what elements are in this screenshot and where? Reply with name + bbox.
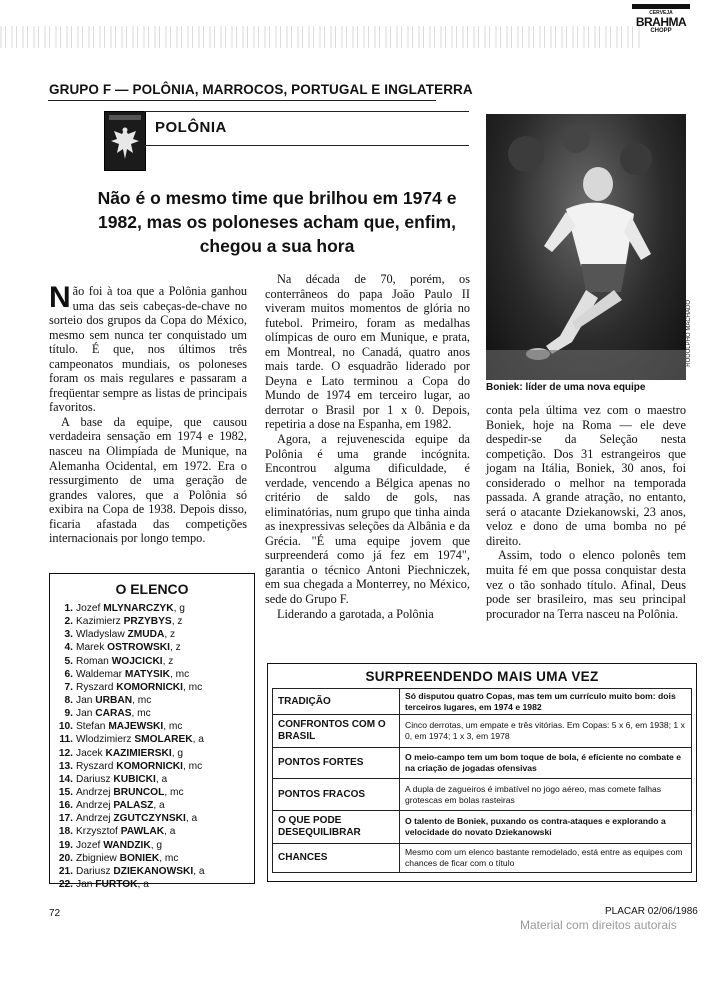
player-position: , mc	[164, 786, 184, 798]
player-position: , z	[171, 616, 183, 628]
table-row	[273, 689, 692, 715]
player-number: 16.	[58, 800, 73, 812]
country-title: POLÔNIA	[155, 119, 227, 136]
player-position: , mc	[163, 721, 183, 733]
row-label: CHANCES	[273, 844, 400, 873]
player-surname: BRUNCOL	[113, 786, 165, 798]
roster-item	[56, 786, 252, 799]
row-label: PONTOS FRACOS	[273, 779, 400, 811]
roster-item	[56, 641, 252, 654]
player-surname: PALASZ	[113, 800, 154, 812]
player-position: , z	[162, 655, 174, 667]
photo-caption: Boniek: líder de uma nova equipe	[486, 382, 646, 393]
player-first-name: Jozef	[76, 839, 101, 851]
article-paragraph: A base da equipe, que causou verdadeira sensação em 1974 e 1982, nasceu na Olimpíada de Munique, na Alemanha Ocidental, em 1972. Era o ressurgimento de uma geração de grandes valores, que a Polônia só exibira na Copa de 1938. Depois disso, ficaria afastada das competições internacionais por longo tempo.	[49, 414, 247, 546]
player-position: , g	[173, 603, 185, 614]
player-surname: KOMORNICKI	[116, 681, 183, 693]
player-first-name: Marek	[76, 642, 105, 654]
roster-item	[56, 733, 252, 746]
player-first-name: Kazimierz	[76, 616, 121, 628]
player-first-name: Ryszard	[76, 681, 114, 693]
brahma-logo	[632, 4, 690, 44]
player-number: 9.	[64, 708, 73, 720]
player-position: , a	[192, 734, 204, 746]
player-surname: BONIEK	[119, 852, 160, 864]
player-surname: WANDZIK	[103, 839, 151, 851]
eagle-icon	[109, 125, 141, 165]
player-first-name: Roman	[76, 655, 109, 667]
row-description: Cinco derrotas, um empate e três vitórias. Em Copas: 5 x 6, em 1938; 1 x 0, em 1974; 1 x 3, em 1978	[400, 715, 692, 748]
player-number: 3.	[64, 629, 73, 641]
player-surname: WOJCICKI	[111, 655, 163, 667]
player-position: , mc	[131, 708, 151, 720]
player-first-name: Jan	[76, 708, 93, 720]
player-number: 7.	[64, 681, 73, 693]
row-label: CONFRONTOS COM O BRASIL	[273, 715, 400, 748]
article-column-2	[265, 272, 470, 621]
player-first-name: Ryszard	[76, 760, 114, 772]
player-surname: SMOLAREK	[134, 734, 193, 746]
row-description: O talento de Boniek, puxando os contra-ataques e explorando a velocidade do novato Dziekanowski	[400, 811, 692, 844]
player-first-name: Dariusz	[76, 773, 111, 785]
roster-item	[56, 799, 252, 812]
player-number: 4.	[64, 642, 73, 654]
roster-item	[56, 747, 252, 760]
article-paragraph: Na década de 70, porém, os conterrâneos do papa João Paulo II viveram muitos momentos de glória no futebol. Primeiro, foram as medalhas olímpicas de ouro em Munique, e prata, em Montreal, no Canadá, quatro anos mais tarde. O esquadrão liderado por Deyna e Lato terminou a Copa do Mundo de 1974 em terceiro lugar, ao derrotar o Brasil por 1 x 0. Depois, repetiria a dose na Espanha, em 1982.	[265, 272, 470, 432]
player-number: 14.	[58, 773, 73, 785]
roster-item	[56, 839, 252, 852]
player-position: , mc	[183, 760, 203, 772]
roster-item	[56, 852, 252, 865]
player-number: 22.	[58, 878, 73, 890]
roster-title: O ELENCO	[115, 581, 189, 597]
player-first-name: Andrzej	[76, 813, 111, 825]
table-row	[273, 811, 692, 844]
watermark-text: Material com direitos autorais	[520, 918, 677, 932]
dropcap: N	[49, 281, 71, 314]
player-number: 19.	[58, 839, 73, 851]
player-surname: MLYNARCZYK	[103, 603, 174, 614]
info-table-box	[267, 663, 697, 882]
article-paragraph: Liderando a garotada, a Polônia	[277, 606, 434, 621]
roster-item	[56, 878, 252, 891]
player-first-name: Waldemar	[76, 668, 123, 680]
player-position: , z	[164, 629, 176, 641]
player-surname: KUBICKI	[113, 773, 156, 785]
player-position: , a	[185, 813, 198, 825]
player-position: , g	[171, 747, 184, 759]
divider	[144, 111, 469, 112]
player-surname: FURTOK	[95, 878, 138, 890]
player-position: , g	[150, 839, 163, 851]
player-number: 21.	[58, 865, 73, 877]
brand-small: CERVEJA	[649, 10, 673, 16]
article-paragraph: conta pela última vez com o maestro Boniek, hoje na Roma — ele deve despedir-se da Seleção nesta competição. Dos 31 estrangeiros que jogam na Itália, Boniek, 30 anos, foi considerado o melhor na temporada passada. A grande atração, no entanto, será o atacante Dziekanowski, 23 anos, veloz e dono de uma bomba no pé direito.	[486, 403, 686, 548]
brand-sub: CHOPP	[650, 28, 672, 34]
row-label: PONTOS FORTES	[273, 748, 400, 779]
roster-item	[56, 773, 252, 786]
player-first-name: Krzysztof	[76, 826, 118, 838]
player-first-name: Wladyslaw	[76, 629, 125, 641]
player-number: 8.	[64, 694, 73, 706]
player-surname: OSTROWSKI	[107, 642, 170, 654]
player-position: , z	[169, 642, 181, 654]
row-description: Mesmo com um elenco bastante remodelado, está entre as equipes com chances de ficar com o título	[400, 844, 692, 873]
player-position: , mc	[159, 852, 179, 864]
group-title: GRUPO F — POLÔNIA, MARROCOS, PORTUGAL E INGLATERRA	[49, 82, 473, 97]
page-number: 72	[49, 908, 61, 919]
player-surname: DZIEKANOWSKI	[113, 865, 194, 877]
player-first-name: Zbigniew	[76, 852, 117, 864]
player-surname: PRZYBYS	[123, 616, 172, 628]
player-first-name: Jan	[76, 878, 93, 890]
article-column-3	[486, 403, 686, 621]
player-position: , a	[137, 878, 149, 890]
article-column-1	[49, 281, 247, 546]
info-table	[272, 688, 692, 873]
player-surname: URBAN	[95, 694, 133, 706]
player-number: 13.	[58, 760, 73, 772]
player-first-name: Andrzej	[76, 800, 111, 812]
roster-item	[56, 760, 252, 773]
roster-item	[56, 628, 252, 641]
table-title: SURPREENDENDO MAIS UMA VEZ	[365, 669, 599, 684]
brand-name: BRAHMA	[635, 15, 687, 29]
player-number: 1.	[64, 603, 73, 614]
player-surname: MAJEWSKI	[108, 721, 164, 733]
scan-noise-band	[0, 26, 640, 48]
player-surname: ZMUDA	[127, 629, 165, 641]
roster-item	[56, 615, 252, 628]
player-position: , a	[193, 865, 205, 877]
player-number: 2.	[64, 616, 73, 628]
player-surname: KOMORNICKI	[116, 760, 183, 772]
player-number: 12.	[58, 747, 73, 759]
player-first-name: Andrzej	[76, 786, 111, 798]
roster-item	[56, 655, 252, 668]
player-position: , a	[164, 826, 176, 838]
photo-credit: RODOLPHO MACHADO	[686, 300, 692, 367]
table-row	[273, 715, 692, 748]
roster-item	[56, 668, 252, 681]
player-number: 17.	[58, 813, 73, 825]
player-number: 20.	[58, 852, 73, 864]
roster-item	[56, 720, 252, 733]
article-paragraph: Não foi à toa que a Polônia ganhou uma das seis cabeças-de-chave no sorteio dos grupos da Copa do México, mesmo sem nunca ter conquistado um título. É que, nos últimos três campeonatos mundiais, os poloneses foram os mais regulares e passaram a freqüentar sempre as listas de principais favoritos.	[49, 281, 247, 415]
player-position: , a	[153, 800, 165, 812]
roster-item	[56, 825, 252, 838]
table-row	[273, 748, 692, 779]
article-paragraph: Assim, todo o elenco polonês tem muita fé em que possa conquistar desta vez o tão sonhado título. Afinal, Deus pode ser brasileiro, mas seu principal procurador na Terra nasceu na Polônia.	[486, 548, 686, 621]
player-surname: KAZIMIERSKI	[105, 747, 172, 759]
player-first-name: Jan	[76, 694, 93, 706]
roster-box	[49, 573, 255, 890]
player-number: 10.	[58, 721, 73, 733]
row-description: O meio-campo tem um bom toque de bola, é eficiente no combate e na criação de jogadas ofensivas	[400, 748, 692, 779]
table-row	[273, 779, 692, 811]
article-paragraph: Agora, a rejuvenescida equipe da Polônia é uma grande incógnita. Encontrou alguma dificuldade, é verdade, vencendo a Bélgica apenas no critério de saldo de gols, nas eliminatórias, num grupo que tinha ainda as inexpressivas seleções da Albânia e da Grécia. "É uma equipe jovem que surpreenderá como já fez em 1974", garantia o técnico Antoni Piechniczek, em sua chegada a Monterrey, no México, sede do Grupo F.	[265, 432, 470, 607]
roster-item	[56, 812, 252, 825]
row-description: A dupla de zagueiros é imbatível no jogo aéreo, mas comete falhas grotescas em bolas rasteiras	[400, 779, 692, 811]
player-number: 15.	[58, 786, 73, 798]
player-number: 6.	[64, 668, 73, 680]
player-position: , mc	[183, 681, 203, 693]
player-first-name: Stefan	[76, 721, 106, 733]
roster-list	[56, 602, 252, 891]
player-number: 18.	[58, 826, 73, 838]
player-first-name: Wlodzimierz	[76, 734, 132, 746]
boniek-photo	[486, 114, 686, 380]
divider	[144, 145, 469, 146]
roster-item	[56, 865, 252, 878]
player-surname: MATYSIK	[124, 668, 170, 680]
player-surname: CARAS	[95, 708, 132, 720]
row-description: Só disputou quatro Copas, mas tem um currículo muito bom: dois terceiros lugares, em 1974 e 1982	[400, 689, 692, 715]
player-number: 5.	[64, 655, 73, 667]
row-label: TRADIÇÃO	[273, 689, 400, 715]
player-surname: PAWLAK	[120, 826, 165, 838]
player-number: 11.	[59, 734, 73, 746]
row-label: O QUE PODE DESEQUILIBRAR	[273, 811, 400, 844]
roster-item	[56, 602, 252, 615]
divider	[48, 100, 436, 101]
player-position: , a	[155, 773, 168, 785]
headline: Não é o mesmo time que brilhou em 1974 e 1982, mas os poloneses acham que, enfim, chegou a sua hora	[97, 188, 457, 256]
roster-item	[56, 694, 252, 707]
player-first-name: Jacek	[76, 747, 103, 759]
table-row	[273, 844, 692, 873]
player-first-name: Dariusz	[76, 865, 111, 877]
poland-crest-icon	[104, 111, 146, 171]
roster-item	[56, 681, 252, 694]
player-position: , mc	[169, 668, 190, 680]
player-surname: ZGUTCZYNSKI	[113, 813, 186, 825]
player-position: , mc	[132, 694, 152, 706]
issue-label: PLACAR 02/06/1986	[605, 906, 698, 917]
roster-item	[56, 707, 252, 720]
player-first-name: Jozef	[76, 603, 101, 614]
